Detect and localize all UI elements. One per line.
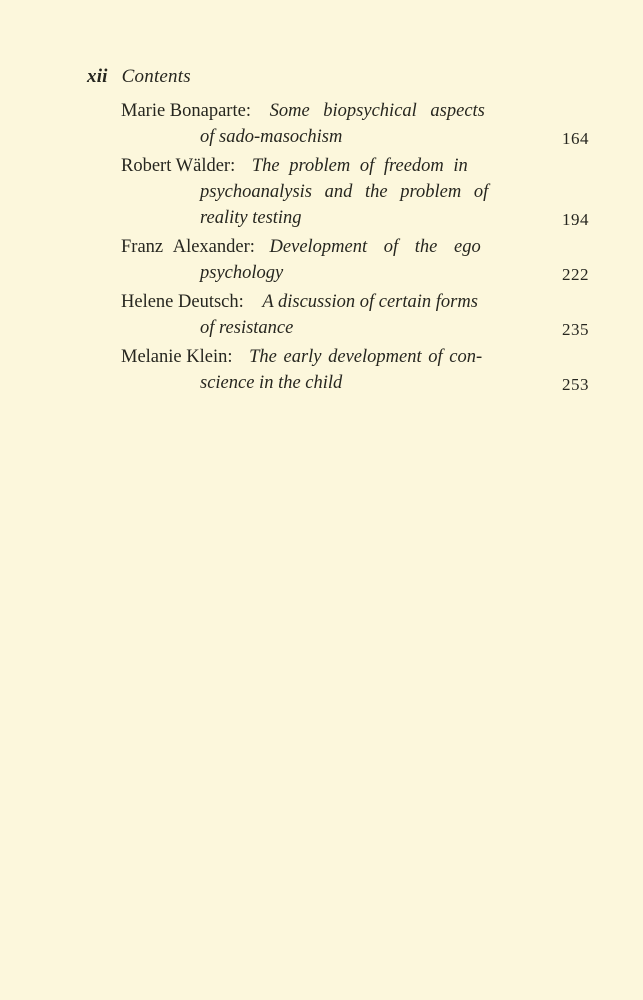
entry-author: Robert Wälder: [121,156,236,176]
entry-line [121,315,589,341]
running-head-title: Contents [121,66,191,87]
entry-title: psychoanalysis and the problem of [200,182,489,202]
entry-page-number: 194 [562,210,589,229]
entry-line [121,153,589,179]
contents-list [121,98,589,399]
page-folio: xii [87,66,108,87]
entry-author: Franz Alexander: [121,237,255,257]
contents-entry [121,234,589,286]
entry-title: of sado-masochism [200,127,343,147]
entry-title: The problem of freedom in [251,156,468,176]
entry-line [121,98,589,124]
entry-line [121,205,589,231]
entry-title: A discussion of certain forms [262,292,478,312]
entry-title: Some biopsychical aspects [269,101,485,121]
entry-title: reality testing [200,208,302,228]
entry-page-number: 253 [562,375,589,394]
contents-entry [121,289,589,341]
entry-line [121,179,589,205]
contents-entry [121,98,589,150]
entry-page-number: 222 [562,265,589,284]
entry-title: science in the child [200,373,343,393]
entry-author: Marie Bonaparte: [121,101,251,121]
entry-title: Development of the ego [269,237,481,257]
running-head [87,66,191,88]
entry-title: The early development of con- [249,347,483,367]
entry-line [121,234,589,260]
entry-line [121,289,589,315]
entry-line [121,344,589,370]
entry-title: of resistance [200,318,294,338]
entry-author: Melanie Klein: [121,347,233,367]
entry-line [121,260,589,286]
entry-page-number: 235 [562,320,589,339]
contents-entry [121,344,589,396]
entry-line [121,124,589,150]
entry-title: psychology [200,263,284,283]
entry-line [121,370,589,396]
contents-entry [121,153,589,231]
entry-page-number: 164 [562,129,589,148]
entry-author: Helene Deutsch: [121,292,244,312]
